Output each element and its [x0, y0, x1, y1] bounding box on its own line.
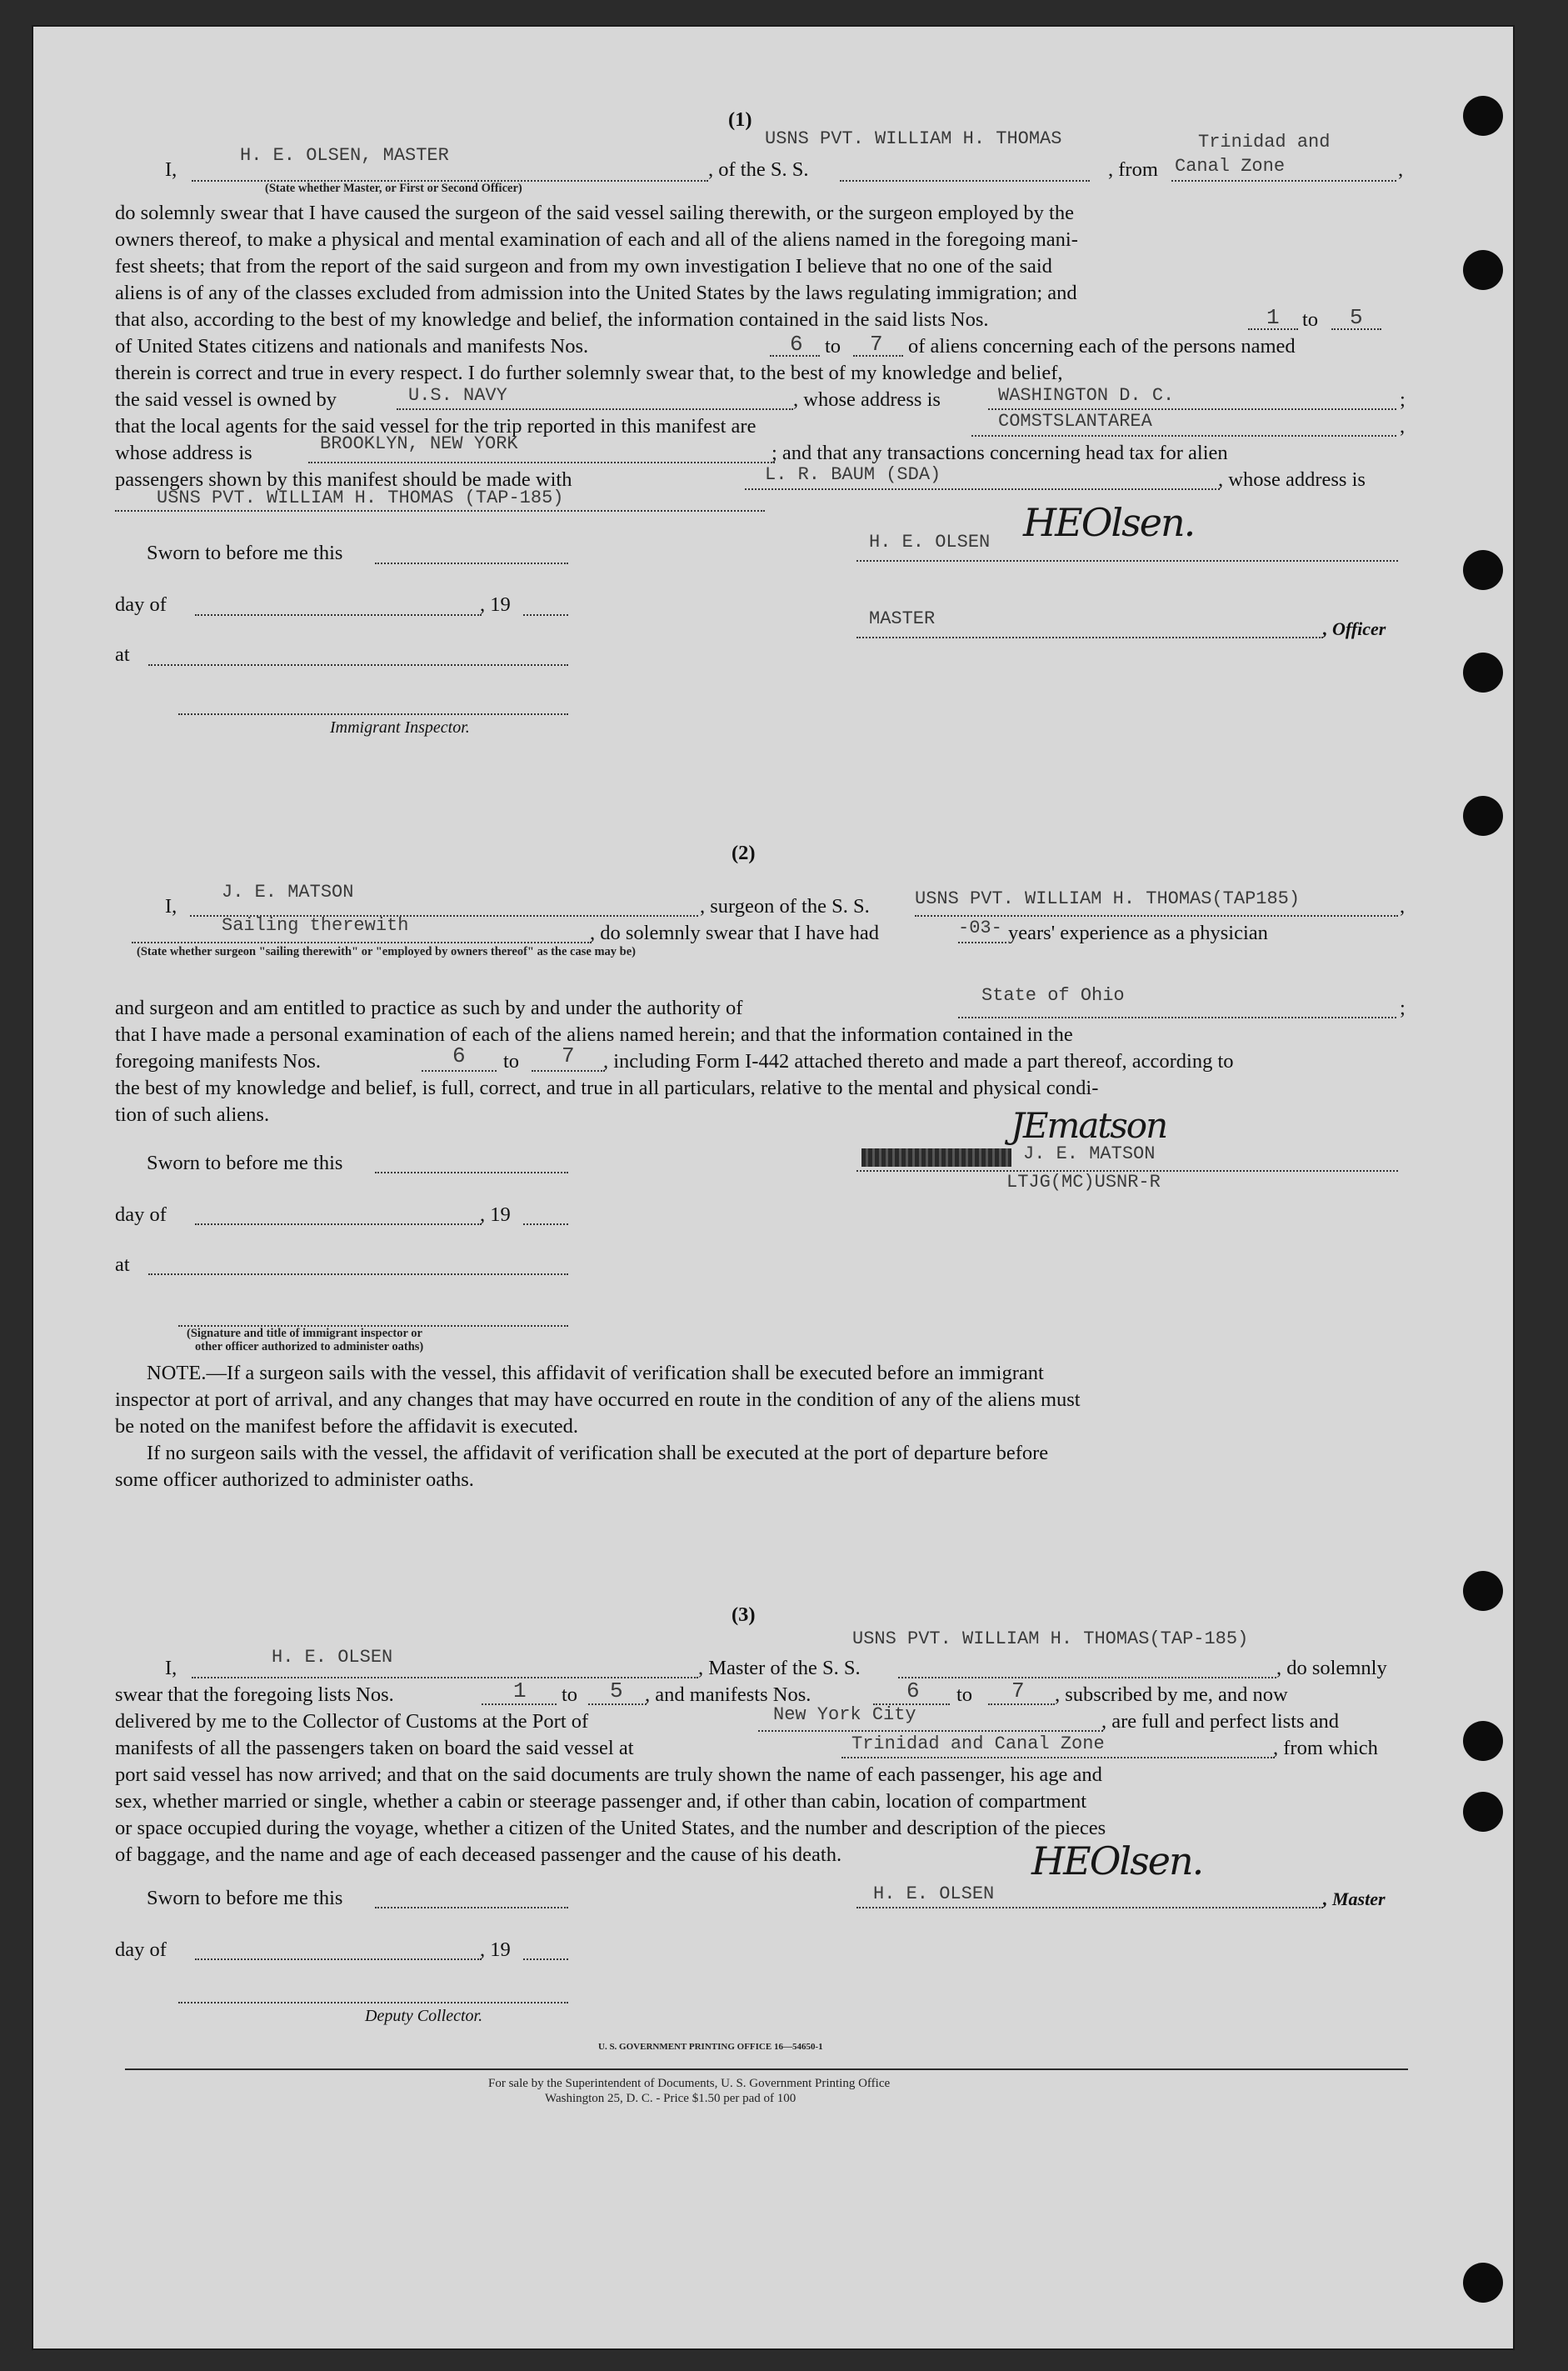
- s3-master-label: , Master: [1323, 1888, 1386, 1909]
- s3-to: to: [562, 1683, 578, 1706]
- s3-line-4a: manifests of all the passengers taken on board the said vessel at: [115, 1737, 634, 1759]
- s2-surgeon-of: , surgeon of the S. S.: [700, 895, 870, 918]
- s1-signature-name: H. E. OLSEN: [869, 532, 991, 553]
- s3-nineteen: , 19: [480, 1938, 511, 1961]
- punch-hole: [1463, 653, 1503, 693]
- s1-comma-2: ,: [1400, 415, 1406, 438]
- s2-at: at: [115, 1253, 130, 1276]
- s2-note-line-4: If no surgeon sails with the vessel, the affidavit of verification shall be executed at the port of departure before: [147, 1442, 1049, 1464]
- s1-rank-note: (State whether Master, or First or Second Officer): [265, 182, 522, 195]
- s3-line-2c: , subscribed by me, and now: [1055, 1683, 1288, 1706]
- s1-agent-address: BROOKLYN, NEW YORK: [320, 433, 518, 454]
- s2-sig-note-2: other officer authorized to administer oaths): [195, 1340, 424, 1353]
- s2-note-line-3: be noted on the manifest before the affidavit is executed.: [115, 1415, 579, 1438]
- s1-tax-agent: L. R. BAUM (SDA): [765, 464, 941, 485]
- s1-inspector-label: Immigrant Inspector.: [330, 718, 470, 737]
- s1-semicolon: ;: [1400, 388, 1406, 411]
- s1-at: at: [115, 643, 130, 666]
- punch-hole: [1463, 250, 1503, 290]
- s1-sworn: Sworn to before me this: [147, 542, 343, 564]
- punch-hole: [1463, 1792, 1503, 1832]
- s3-origin: Trinidad and Canal Zone: [851, 1733, 1105, 1754]
- s2-sworn: Sworn to before me this: [147, 1152, 343, 1174]
- s1-line-8a: the said vessel is owned by: [115, 388, 337, 411]
- s3-signature: HEOlsen.: [1031, 1838, 1203, 1883]
- s1-line-11b: , whose address is: [1218, 468, 1366, 491]
- s2-note-heading: NOTE.—If a surgeon sails with the vessel, this affidavit of verification shall be executed before an immigrant: [147, 1362, 1044, 1384]
- punch-hole: [1463, 2263, 1503, 2303]
- s2-line-1c: years' experience as a physician: [1008, 922, 1268, 944]
- punch-hole: [1463, 1721, 1503, 1761]
- section-1-number: (1): [728, 108, 752, 131]
- s2-manifests-from: 6: [452, 1043, 466, 1068]
- s2-line-2: and surgeon and am entitled to practice as such by and under the authority of: [115, 997, 743, 1019]
- s2-semicolon: ;: [1400, 997, 1406, 1019]
- s1-nineteen: , 19: [480, 593, 511, 616]
- s1-line-7: therein is correct and true in every respect. I do further solemnly swear that, to the best of my knowledge and belief,: [115, 362, 1063, 384]
- s3-line-3b: , are full and perfect lists and: [1101, 1710, 1340, 1733]
- s2-sailing-status: Sailing therewith: [222, 915, 409, 936]
- s2-to: to: [503, 1050, 520, 1073]
- s2-nineteen: , 19: [480, 1203, 511, 1226]
- s1-line-9: that the local agents for the said vessel for the trip reported in this manifest are: [115, 415, 757, 438]
- s3-sworn: Sworn to before me this: [147, 1887, 343, 1909]
- gpo-imprint: U. S. GOVERNMENT PRINTING OFFICE 16—54650-1: [598, 2042, 823, 2052]
- section-3-number: (3): [732, 1603, 756, 1626]
- s2-note-line-5: some officer authorized to administer oaths.: [115, 1468, 474, 1491]
- s1-line-3: fest sheets; that from the report of the said surgeon and from my own investigation I believe that no one of the said: [115, 255, 1052, 278]
- s1-line-5: that also, according to the best of my knowledge and belief, the information contained in the said lists Nos.: [115, 308, 989, 331]
- s1-line-10b: ; and that any transactions concerning head tax for alien: [772, 442, 1228, 464]
- s3-line-1b: , Master of the S. S.: [698, 1657, 861, 1679]
- s1-line-10a: whose address is: [115, 442, 252, 464]
- s1-from-value-1: Trinidad and: [1198, 132, 1331, 153]
- s2-years: -03-: [958, 918, 1002, 938]
- s1-i: I,: [165, 158, 177, 181]
- s3-line-5: port said vessel has now arrived; and that on the said documents are truly shown the name of each passenger, his age and: [115, 1763, 1102, 1786]
- punch-hole: [1463, 1571, 1503, 1611]
- s3-line-2a: swear that the foregoing lists Nos.: [115, 1683, 394, 1706]
- s1-line-2: owners thereof, to make a physical and mental examination of each and all of the aliens named in the foregoing mani-: [115, 228, 1078, 251]
- s2-vessel: USNS PVT. WILLIAM H. THOMAS(TAP185): [915, 888, 1301, 909]
- punch-hole: [1463, 796, 1503, 836]
- s1-signature: HEOlsen.: [1023, 500, 1195, 545]
- s2-line-4b: , including Form I-442 attached thereto and made a part thereof, according to: [603, 1050, 1234, 1073]
- s3-line-8: of baggage, and the name and age of each deceased passenger and the cause of his death.: [115, 1843, 842, 1866]
- section-2-number: (2): [732, 842, 756, 864]
- s3-i: I,: [165, 1657, 177, 1679]
- s2-status-note: (State whether surgeon "sailing therewith" or "employed by owners thereof" as the case may be): [137, 945, 636, 958]
- s3-line-4b: , from which: [1273, 1737, 1378, 1759]
- s3-manifests-to: 7: [1011, 1678, 1025, 1703]
- s2-signature-name: J. E. MATSON: [1023, 1143, 1156, 1164]
- s1-line-4: aliens is of any of the classes excluded from admission into the United States by the laws regulating immigration; and: [115, 282, 1077, 304]
- s3-line-1c: , do solemnly: [1276, 1657, 1387, 1679]
- s1-agents: COMSTSLANTAREA: [998, 411, 1152, 432]
- s1-from-value-2: Canal Zone: [1175, 156, 1286, 177]
- s1-master-name: H. E. OLSEN, MASTER: [240, 145, 449, 166]
- s3-name: H. E. OLSEN: [272, 1647, 393, 1668]
- s2-surgeon-name: J. E. MATSON: [222, 882, 354, 903]
- s2-line-1b: , do solemnly swear that I have had: [590, 922, 879, 944]
- s1-lists-to: 5: [1350, 305, 1363, 330]
- s1-tax-address: USNS PVT. WILLIAM H. THOMAS (TAP-185): [157, 488, 564, 508]
- s1-from: , from: [1108, 158, 1158, 181]
- s2-line-6: tion of such aliens.: [115, 1103, 270, 1126]
- sale-note-1: For sale by the Superintendent of Documents, U. S. Government Printing Office: [488, 2077, 891, 2090]
- punch-hole: [1463, 96, 1503, 136]
- s2-line-4a: foregoing manifests Nos.: [115, 1050, 321, 1073]
- s1-manifests-to: 7: [870, 332, 883, 357]
- s3-signature-name: H. E. OLSEN: [873, 1883, 995, 1904]
- manifest-page: [32, 25, 1515, 2350]
- s1-lists-from: 1: [1266, 305, 1280, 330]
- s1-to-2: to: [825, 335, 841, 358]
- s3-deputy-label: Deputy Collector.: [365, 2007, 483, 2025]
- s1-manifests-from: 6: [790, 332, 803, 357]
- struck-out-text: [861, 1148, 1011, 1167]
- s1-line-8b: , whose address is: [793, 388, 941, 411]
- s3-line-3a: delivered by me to the Collector of Customs at the Port of: [115, 1710, 589, 1733]
- s1-title: MASTER: [869, 608, 936, 629]
- footer-rule: [125, 2068, 1408, 2070]
- s3-to-2: to: [956, 1683, 973, 1706]
- s3-line-2b: , and manifests Nos.: [645, 1683, 811, 1706]
- s3-lists-from: 1: [513, 1678, 527, 1703]
- s1-comma: ,: [1398, 158, 1404, 181]
- s1-owner-address: WASHINGTON D. C.: [998, 385, 1175, 406]
- s1-vessel: USNS PVT. WILLIAM H. THOMAS: [765, 128, 1062, 149]
- s2-note-line-2: inspector at port of arrival, and any changes that may have occurred en route in the condition of any of the aliens must: [115, 1388, 1081, 1411]
- s3-manifests-from: 6: [906, 1678, 920, 1703]
- s1-line-6a: of United States citizens and nationals and manifests Nos.: [115, 335, 589, 358]
- s1-line-6b: of aliens concerning each of the persons named: [908, 335, 1296, 358]
- s2-line-5: the best of my knowledge and belief, is full, correct, and true in all particulars, relative to the mental and physical condi-: [115, 1077, 1099, 1099]
- s2-sig-note-1: (Signature and title of immigrant inspector or: [187, 1327, 422, 1340]
- s2-rank: LTJG(MC)USNR-R: [1006, 1172, 1161, 1193]
- s1-line-11a: passengers shown by this manifest should be made with: [115, 468, 572, 491]
- s1-owner: U.S. NAVY: [408, 385, 507, 406]
- s3-vessel: USNS PVT. WILLIAM H. THOMAS(TAP-185): [852, 1628, 1249, 1649]
- s1-to: to: [1302, 308, 1319, 331]
- s3-lists-to: 5: [610, 1678, 623, 1703]
- s2-line-3: that I have made a personal examination of each of the aliens named herein; and that the information contained in the: [115, 1023, 1073, 1046]
- s2-i: I,: [165, 895, 177, 918]
- s1-line-1: do solemnly swear that I have caused the surgeon of the said vessel sailing therewith, or the surgeon employed by the: [115, 202, 1074, 224]
- s3-day-of: day of: [115, 1938, 167, 1961]
- sale-note-2: Washington 25, D. C. - Price $1.50 per pad of 100: [545, 2092, 796, 2105]
- s2-authority: State of Ohio: [981, 985, 1125, 1006]
- punch-hole: [1463, 550, 1503, 590]
- s2-signature: JEmatson: [1011, 1105, 1167, 1146]
- s1-day-of: day of: [115, 593, 167, 616]
- s2-manifests-to: 7: [562, 1043, 575, 1068]
- s1-officer-label: , Officer: [1323, 618, 1386, 639]
- s3-line-6: sex, whether married or single, whether a cabin or steerage passenger and, if other than cabin, location of compartment: [115, 1790, 1087, 1813]
- s1-of-ss: , of the S. S.: [708, 158, 809, 181]
- s3-line-7: or space occupied during the voyage, whether a citizen of the United States, and the number and description of the pieces: [115, 1817, 1106, 1839]
- s2-day-of: day of: [115, 1203, 167, 1226]
- s3-port: New York City: [773, 1704, 916, 1725]
- s2-comma: ,: [1400, 895, 1406, 918]
